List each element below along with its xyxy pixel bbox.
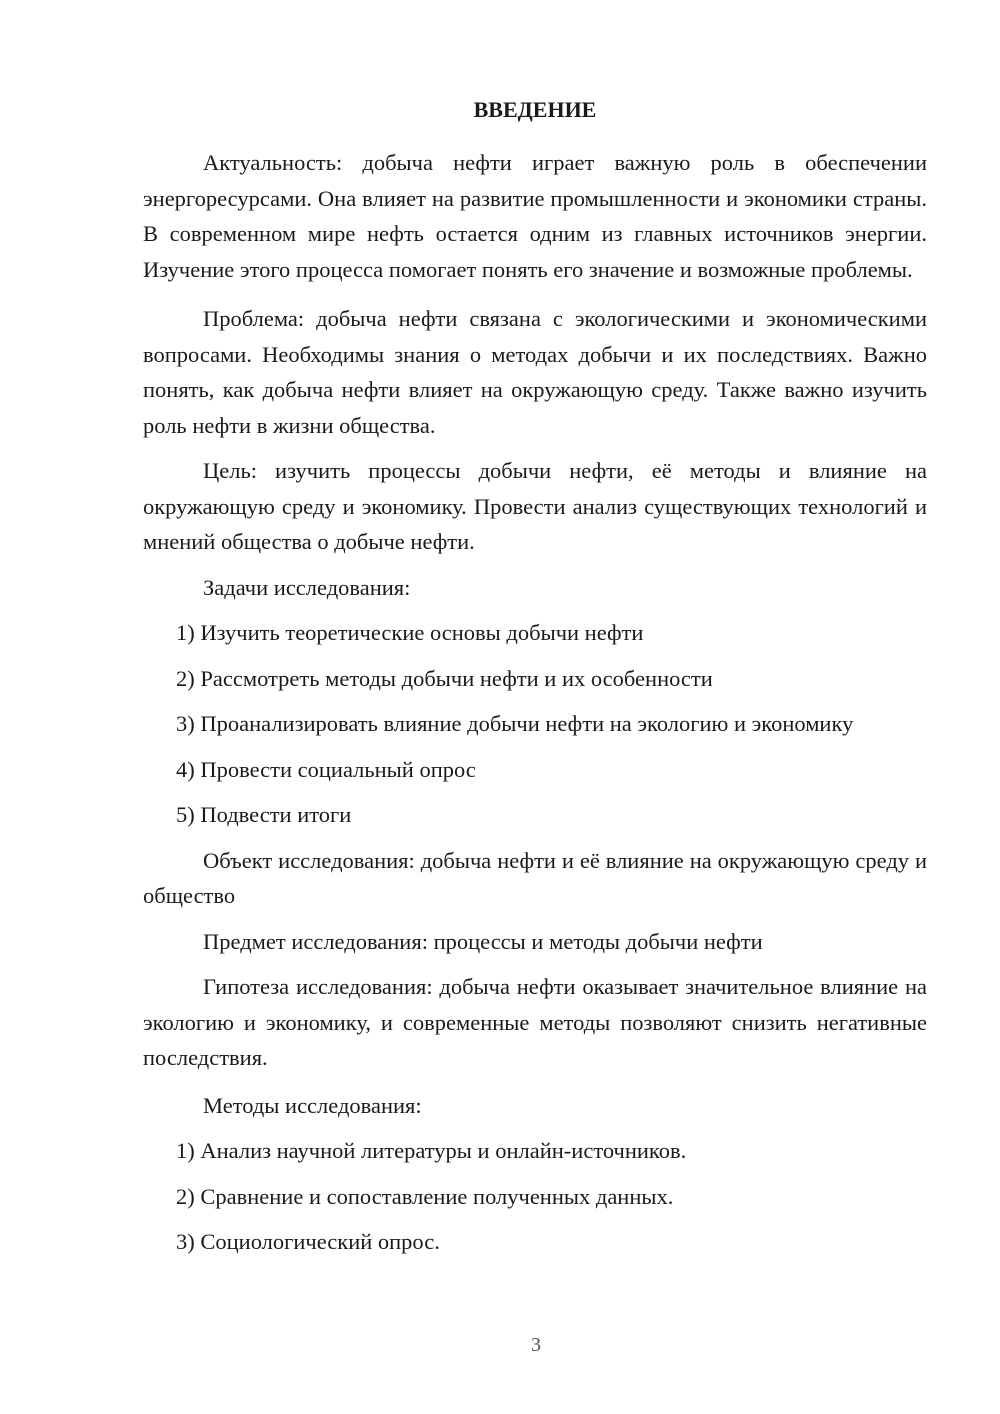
tasks-list [143, 615, 927, 833]
problem-paragraph: Проблема: добыча нефти связана с экологическими и экономическими вопросами. Необходимы знания о методах добычи и их последствиях. Важно понять, как добыча нефти влияет на окружающую среду. Также важно изучить роль нефти в жизни общества. [143, 306, 927, 438]
list-item: 3) Проанализировать влияние добычи нефти на экологию и экономику [176, 711, 854, 736]
methods-list [143, 1133, 927, 1260]
hypothesis-paragraph: Гипотеза исследования: добыча нефти оказывает значительное влияние на экологию и экономику, и современные методы позволяют снизить негативные последствия. [143, 974, 927, 1070]
relevance-paragraph: Актуальность: добыча нефти играет важную роль в обеспечении энергоресурсами. Она влияет на развитие промышленности и экономики страны. В современном мире нефть остается одним из главных источников энергии. Изучение этого процесса помогает понять его значение и возможные проблемы. [143, 150, 927, 282]
goal-paragraph: Цель: изучить процессы добычи нефти, её методы и влияние на окружающую среду и экономику. Провести анализ существующих технологий и мнений общества о добыче нефти. [143, 458, 927, 554]
document-page [143, 95, 927, 1260]
page-number: 3 [531, 1334, 541, 1356]
methods-heading: Методы исследования: [203, 1092, 422, 1118]
list-item: 1) Анализ научной литературы и онлайн-источников. [176, 1138, 687, 1163]
subject-paragraph: Предмет исследования: процессы и методы добычи нефти [203, 928, 763, 954]
list-item: 3) Социологический опрос. [176, 1229, 440, 1254]
list-item: 5) Подвести итоги [176, 802, 352, 827]
list-item: 2) Сравнение и сопоставление полученных данных. [176, 1183, 674, 1209]
tasks-heading: Задачи исследования: [203, 574, 411, 600]
list-item: 4) Провести социальный опрос [176, 756, 476, 782]
list-item: 1) Изучить теоретические основы добычи нефти [176, 620, 644, 645]
list-item: 2) Рассмотреть методы добычи нефти и их особенности [176, 665, 713, 691]
page-title: ВВЕДЕНИЕ [473, 97, 597, 122]
object-paragraph: Объект исследования: добыча нефти и её влияние на окружающую среду и общество [143, 847, 927, 908]
